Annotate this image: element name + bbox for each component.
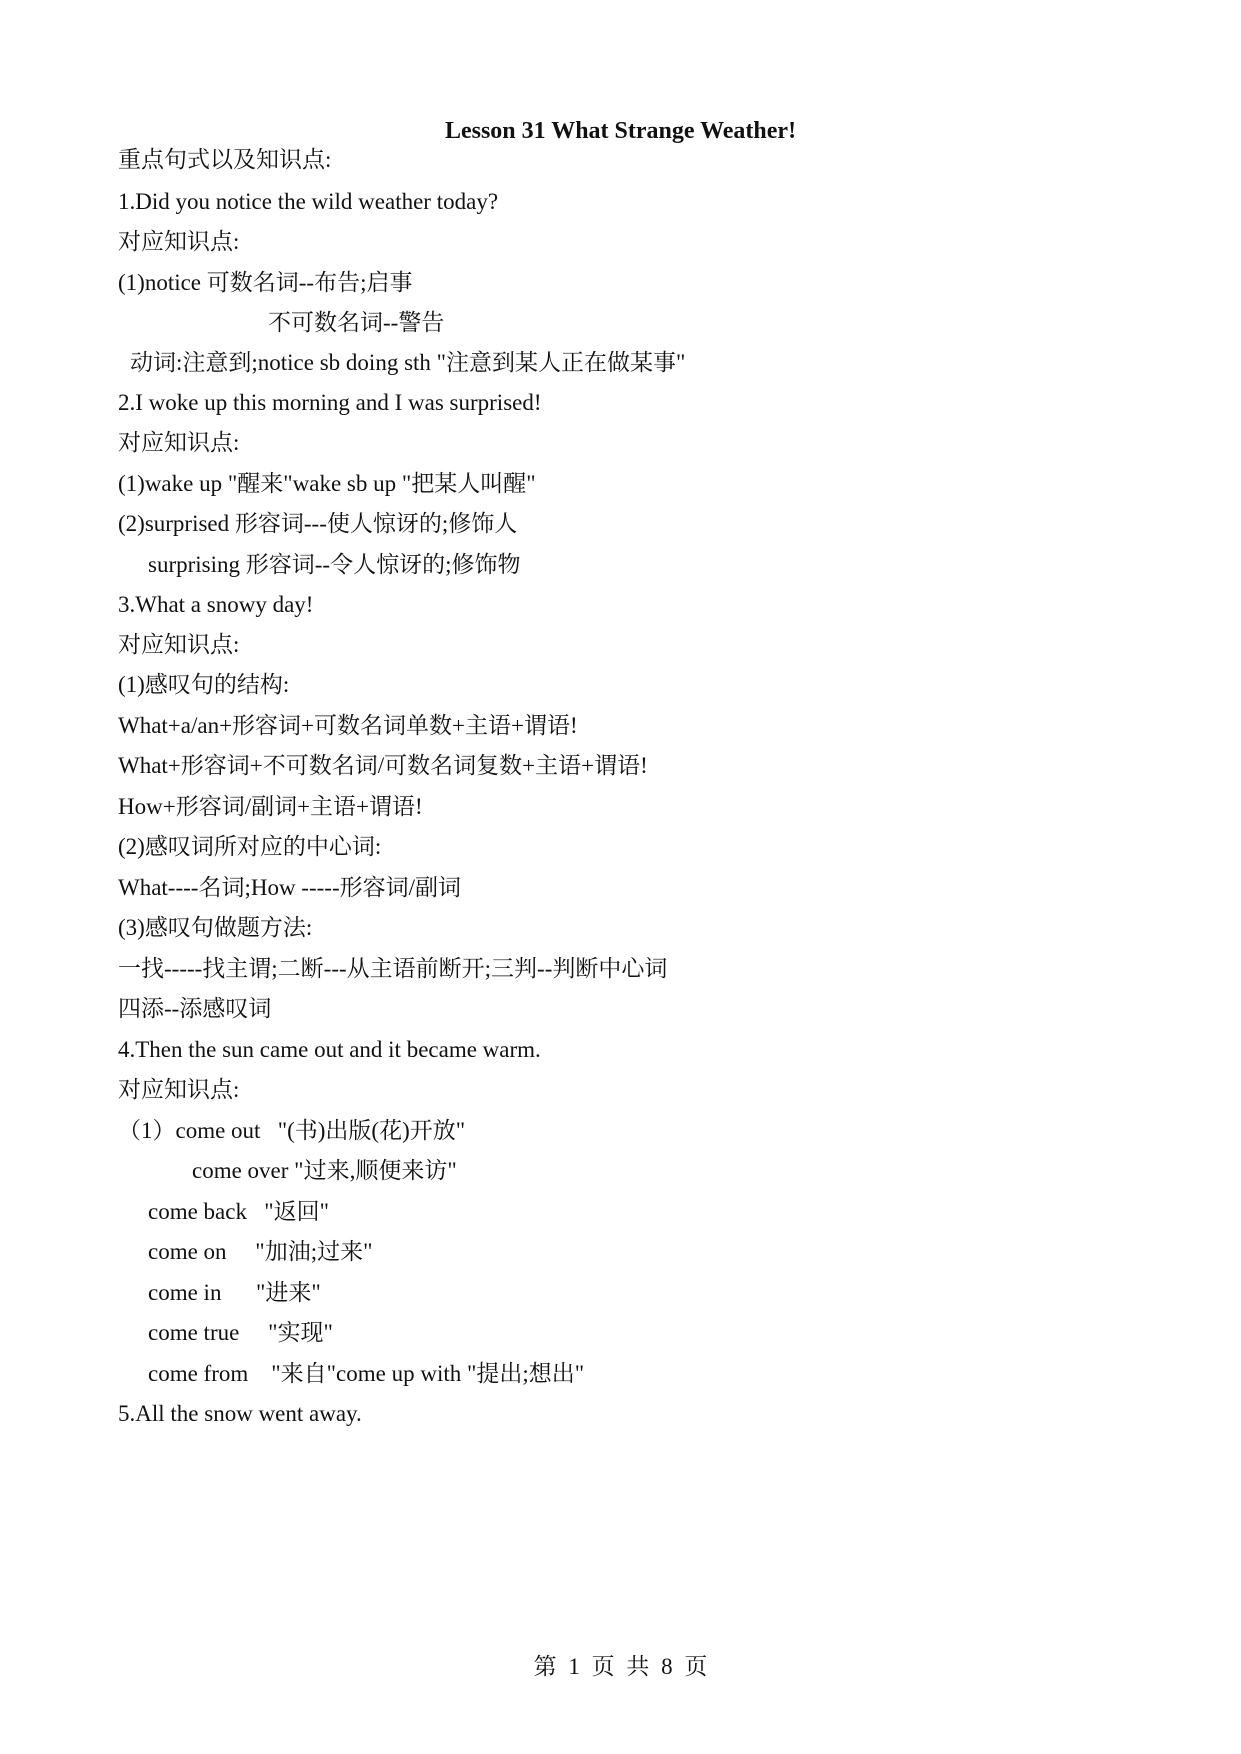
knowledge-item: How+形容词/副词+主语+谓语! — [118, 794, 423, 819]
knowledge-item: What+形容词+不可数名词/可数名词复数+主语+谓语! — [118, 753, 648, 778]
knowledge-item: 一找-----找主谓;二断---从主语前断开;三判--判断中心词 — [118, 956, 668, 981]
sentence-1: 1.Did you notice the wild weather today? — [118, 189, 499, 214]
knowledge-item: (2)感叹词所对应的中心词: — [118, 834, 382, 859]
knowledge-heading: 对应知识点: — [118, 632, 240, 657]
sentence-4: 4.Then the sun came out and it became warm. — [118, 1037, 541, 1062]
knowledge-item: (3)感叹句做题方法: — [118, 915, 313, 940]
knowledge-item: 不可数名词--警告 — [268, 310, 445, 335]
sentence-2: 2.I woke up this morning and I was surprised! — [118, 390, 542, 415]
knowledge-item: (1)notice 可数名词--布告;启事 — [118, 270, 413, 295]
knowledge-item: (1)感叹句的结构: — [118, 672, 290, 697]
knowledge-item: 四添--添感叹词 — [118, 996, 272, 1021]
knowledge-item: come from "来自"come up with "提出;想出" — [148, 1361, 585, 1386]
knowledge-item: come in "进来" — [148, 1280, 321, 1305]
page-title: Lesson 31 What Strange Weather! — [444, 118, 797, 144]
knowledge-item: (1)wake up "醒来"wake sb up "把某人叫醒" — [118, 471, 536, 496]
page-number-footer: 第 1 页 共 8 页 — [533, 1654, 708, 1679]
knowledge-heading: 对应知识点: — [118, 229, 240, 254]
knowledge-item: 动词:注意到;notice sb doing sth "注意到某人正在做某事" — [130, 350, 686, 375]
knowledge-item: come back "返回" — [148, 1199, 330, 1224]
knowledge-item: (2)surprised 形容词---使人惊讶的;修饰人 — [118, 511, 518, 536]
knowledge-heading: 对应知识点: — [118, 1077, 240, 1102]
knowledge-item: What----名词;How -----形容词/副词 — [118, 875, 461, 900]
knowledge-item: come on "加油;过来" — [148, 1239, 373, 1264]
knowledge-item: surprising 形容词--令人惊讶的;修饰物 — [148, 552, 521, 577]
knowledge-item: What+a/an+形容词+可数名词单数+主语+谓语! — [118, 713, 578, 738]
knowledge-heading: 对应知识点: — [118, 430, 240, 455]
knowledge-item: （1）come out "(书)出版(花)开放" — [118, 1118, 466, 1143]
section-heading: 重点句式以及知识点: — [118, 147, 332, 172]
sentence-3: 3.What a snowy day! — [118, 592, 314, 617]
knowledge-item: come true "实现" — [148, 1320, 333, 1345]
sentence-5: 5.All the snow went away. — [118, 1401, 362, 1426]
knowledge-item: come over "过来,顺便来访" — [192, 1158, 457, 1183]
